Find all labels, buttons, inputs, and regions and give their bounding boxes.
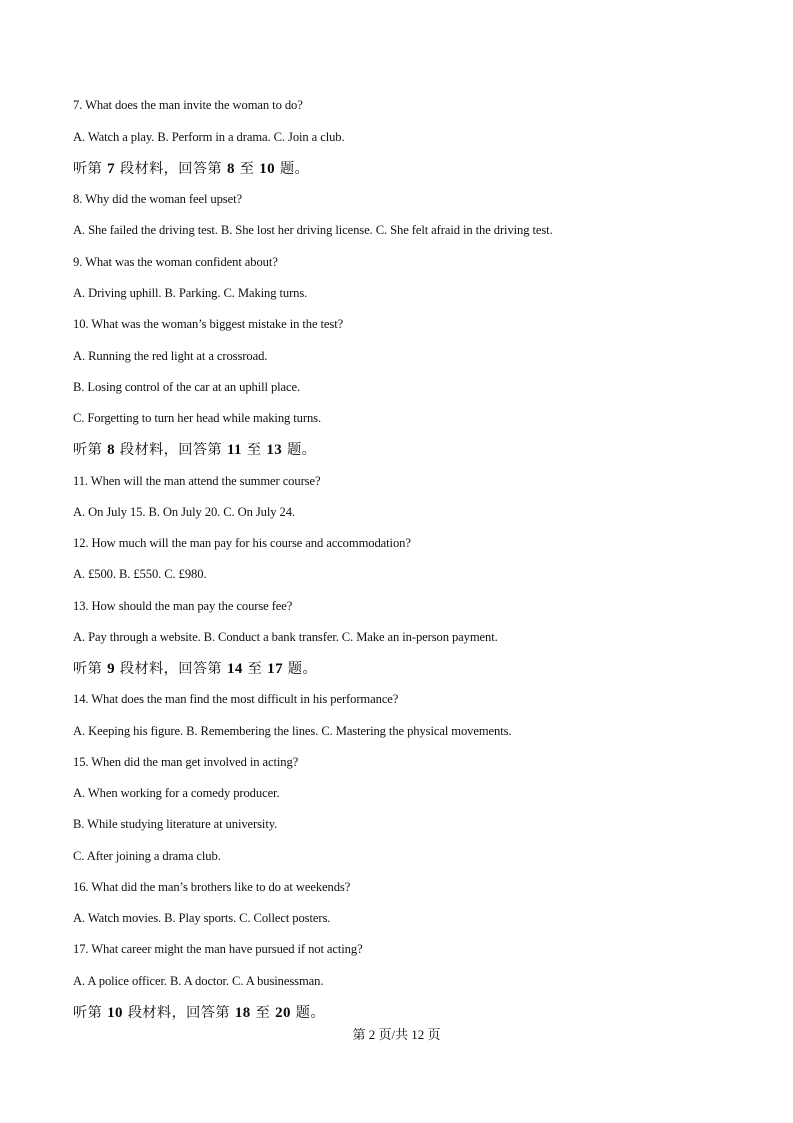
question-stem: 13. How should the man pay the course fee?: [73, 599, 293, 613]
answer-options: A. Watch a play. B. Perform in a drama. C. Join a club.: [73, 130, 345, 144]
section-text: 段材料，回答第: [122, 1005, 235, 1021]
section-number: 8: [107, 442, 115, 458]
section-text: 题。: [275, 161, 310, 177]
section-number: 7: [107, 161, 115, 177]
answer-options: A. A police officer. B. A doctor. C. A businessman.: [73, 974, 324, 988]
section-number: 17: [267, 661, 283, 677]
section-text: 听第: [73, 442, 108, 458]
section-number: 11: [226, 442, 242, 458]
section-text: 至: [250, 1005, 276, 1021]
question-stem: 17. What career might the man have pursued if not acting?: [73, 942, 363, 956]
section-number: 10: [259, 161, 276, 177]
section-text: 题。: [290, 1005, 325, 1021]
section-text: 至: [234, 161, 260, 177]
question-stem: 10. What was the woman’s biggest mistake in the test?: [73, 317, 344, 331]
section-number: 13: [266, 442, 283, 458]
section-text: 听第: [73, 661, 108, 677]
section-text: 段材料，回答第: [115, 161, 227, 177]
section-text: 题。: [282, 442, 317, 458]
question-stem: 12. How much will the man pay for his course and accommodation?: [73, 536, 411, 550]
section-number: 10: [107, 1005, 123, 1021]
answer-options: C. After joining a drama club.: [73, 849, 221, 863]
section-heading: [73, 1004, 325, 1022]
section-heading: [73, 660, 317, 678]
question-stem: 15. When did the man get involved in acting?: [73, 755, 299, 769]
answer-options: A. Pay through a website. B. Conduct a bank transfer. C. Make an in-person payment.: [73, 630, 498, 644]
section-number: 14: [226, 661, 243, 677]
section-text: 至: [241, 442, 267, 458]
answer-options: A. She failed the driving test. B. She lost her driving license. C. She felt afraid in the driving test.: [73, 223, 553, 237]
question-stem: 16. What did the man’s brothers like to do at weekends?: [73, 880, 351, 894]
section-number: 8: [226, 161, 235, 177]
question-stem: 8. Why did the woman feel upset?: [73, 192, 242, 206]
section-text: 段材料，回答第: [115, 442, 227, 458]
answer-options: A. £500. B. £550. C. £980.: [73, 567, 207, 581]
question-stem: 11. When will the man attend the summer course?: [73, 474, 321, 488]
answer-options: A. On July 15. B. On July 20. C. On July 24.: [73, 505, 295, 519]
section-heading: [73, 441, 316, 459]
answer-options: A. When working for a comedy producer.: [73, 786, 280, 800]
question-stem: 7. What does the man invite the woman to do?: [73, 98, 303, 112]
section-text: 至: [242, 661, 268, 677]
answer-options: A. Watch movies. B. Play sports. C. Collect posters.: [73, 911, 331, 925]
answer-options: A. Keeping his figure. B. Remembering the lines. C. Mastering the physical movements.: [73, 724, 512, 738]
section-number: 9: [107, 661, 115, 677]
answer-options: A. Running the red light at a crossroad.: [73, 349, 268, 363]
section-text: 听第: [73, 161, 108, 177]
answer-options: B. Losing control of the car at an uphill place.: [73, 380, 301, 394]
section-number: 18: [234, 1005, 251, 1021]
section-heading: [73, 160, 309, 178]
section-number: 20: [275, 1005, 291, 1021]
question-stem: 14. What does the man find the most difficult in his performance?: [73, 692, 399, 706]
answer-options: A. Driving uphill. B. Parking. C. Making turns.: [73, 286, 308, 300]
answer-options: B. While studying literature at university.: [73, 817, 278, 831]
page-footer: 第 2 页/共 12 页: [352, 1027, 441, 1042]
answer-options: C. Forgetting to turn her head while making turns.: [73, 411, 322, 425]
section-text: 段材料，回答第: [115, 661, 227, 677]
section-text: 听第: [73, 1005, 108, 1021]
question-stem: 9. What was the woman confident about?: [73, 255, 278, 269]
section-text: 题。: [282, 661, 318, 677]
